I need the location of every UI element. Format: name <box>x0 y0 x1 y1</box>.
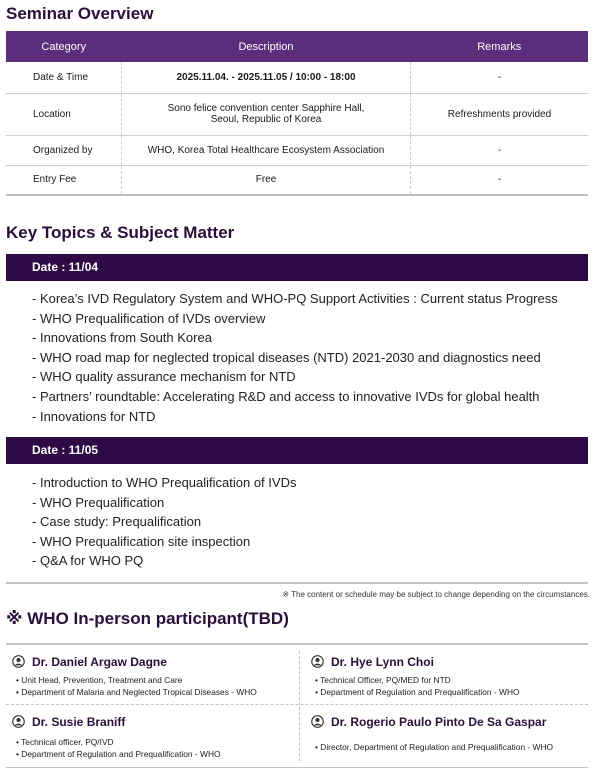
date-bar-day2: Date : 11/05 <box>6 437 588 464</box>
topic-item: - WHO quality assurance mechanism for NTD <box>32 367 558 387</box>
participant-name-text: Dr. Daniel Argaw Dagne <box>32 655 167 669</box>
topic-list-day1 <box>32 289 558 426</box>
participants-title: ※ WHO In-person participant(TBD) <box>6 609 289 628</box>
row-description: Free <box>122 165 411 195</box>
row-category: Location <box>6 93 122 135</box>
participant-roles <box>315 742 553 754</box>
row-remarks: - <box>411 135 589 165</box>
row-description <box>122 93 411 135</box>
description-line: Seoul, Republic of Korea <box>210 114 322 125</box>
row-category: Entry Fee <box>6 165 122 195</box>
participant-card <box>305 645 595 703</box>
person-icon <box>12 655 25 668</box>
table-row <box>6 93 588 135</box>
key-topics-title: Key Topics & Subject Matter <box>6 223 235 242</box>
topic-item: - Korea’s IVD Regulatory System and WHO-PQ Support Activities : Current status Progress <box>32 289 558 309</box>
person-icon <box>311 655 324 668</box>
date-bar-day1: Date : 11/04 <box>6 254 588 281</box>
topic-item: - WHO Prequalification site inspection <box>32 532 296 552</box>
row-remarks: - <box>411 62 589 93</box>
column-divider <box>299 651 300 761</box>
topic-item: - WHO Prequalification <box>32 493 296 513</box>
participant-role: • Director, Department of Regulation and Prequalification - WHO <box>315 742 553 754</box>
person-icon <box>311 715 324 728</box>
participant-card <box>305 705 595 763</box>
seminar-overview-title: Seminar Overview <box>6 4 154 23</box>
participant-card <box>6 645 296 703</box>
participant-name <box>311 655 434 669</box>
row-category: Organized by <box>6 135 122 165</box>
row-remarks: Refreshments provided <box>411 93 589 135</box>
participant-role: • Department of Regulation and Prequalification - WHO <box>315 687 520 699</box>
row-category: Date & Time <box>6 62 122 93</box>
table-row <box>6 135 588 165</box>
topic-item: - Introduction to WHO Prequalification of IVDs <box>32 473 296 493</box>
header-category: Category <box>6 31 122 62</box>
participant-name <box>12 655 167 669</box>
participant-name <box>12 715 125 729</box>
topic-item: - WHO road map for neglected tropical diseases (NTD) 2021-2030 and diagnostics need <box>32 348 558 368</box>
person-icon <box>12 715 25 728</box>
header-description: Description <box>122 31 411 62</box>
participant-roles <box>16 737 221 760</box>
participant-name-text: Dr. Hye Lynn Choi <box>331 655 434 669</box>
table-row <box>6 62 588 93</box>
participant-role: • Technical officer, PQ/IVD <box>16 737 221 749</box>
topic-item: - Case study: Prequalification <box>32 512 296 532</box>
participant-roles <box>16 675 257 698</box>
participants-grid <box>6 643 588 768</box>
seminar-overview-table <box>6 31 588 196</box>
participant-name-text: Dr. Susie Braniff <box>32 715 126 729</box>
topic-item: - Innovations for NTD <box>32 407 558 427</box>
row-description: WHO, Korea Total Healthcare Ecosystem Association <box>122 135 411 165</box>
topic-item: - Innovations from South Korea <box>32 328 558 348</box>
section-divider <box>6 582 588 584</box>
participant-name <box>311 715 546 729</box>
participant-role: • Department of Malaria and Neglected Tropical Diseases - WHO <box>16 687 257 699</box>
participant-roles <box>315 675 520 698</box>
topic-list-day2 <box>32 473 296 571</box>
table-header-row <box>6 31 588 62</box>
table-row <box>6 165 588 195</box>
participant-role: • Unit Head, Prevention, Treatment and Care <box>16 675 257 687</box>
schedule-change-note: ※ The content or schedule may be subject to change depending on the circumstances. <box>282 590 590 599</box>
row-description: 2025.11.04. - 2025.11.05 / 10:00 - 18:00 <box>122 62 411 93</box>
topic-item: - Partners’ roundtable: Accelerating R&D and access to innovative IVDs for global health <box>32 387 558 407</box>
participant-role: • Technical Officer, PQ/MED for NTD <box>315 675 520 687</box>
participant-card <box>6 705 296 763</box>
participant-role: • Department of Regulation and Prequalification - WHO <box>16 749 221 761</box>
header-remarks: Remarks <box>411 31 589 62</box>
participant-name-text: Dr. Rogerio Paulo Pinto De Sa Gaspar <box>331 715 547 729</box>
topic-item: - WHO Prequalification of IVDs overview <box>32 309 558 329</box>
description-line: Sono felice convention center Sapphire Hall, <box>167 103 365 114</box>
topic-item: - Q&A for WHO PQ <box>32 551 296 571</box>
row-remarks: - <box>411 165 589 195</box>
